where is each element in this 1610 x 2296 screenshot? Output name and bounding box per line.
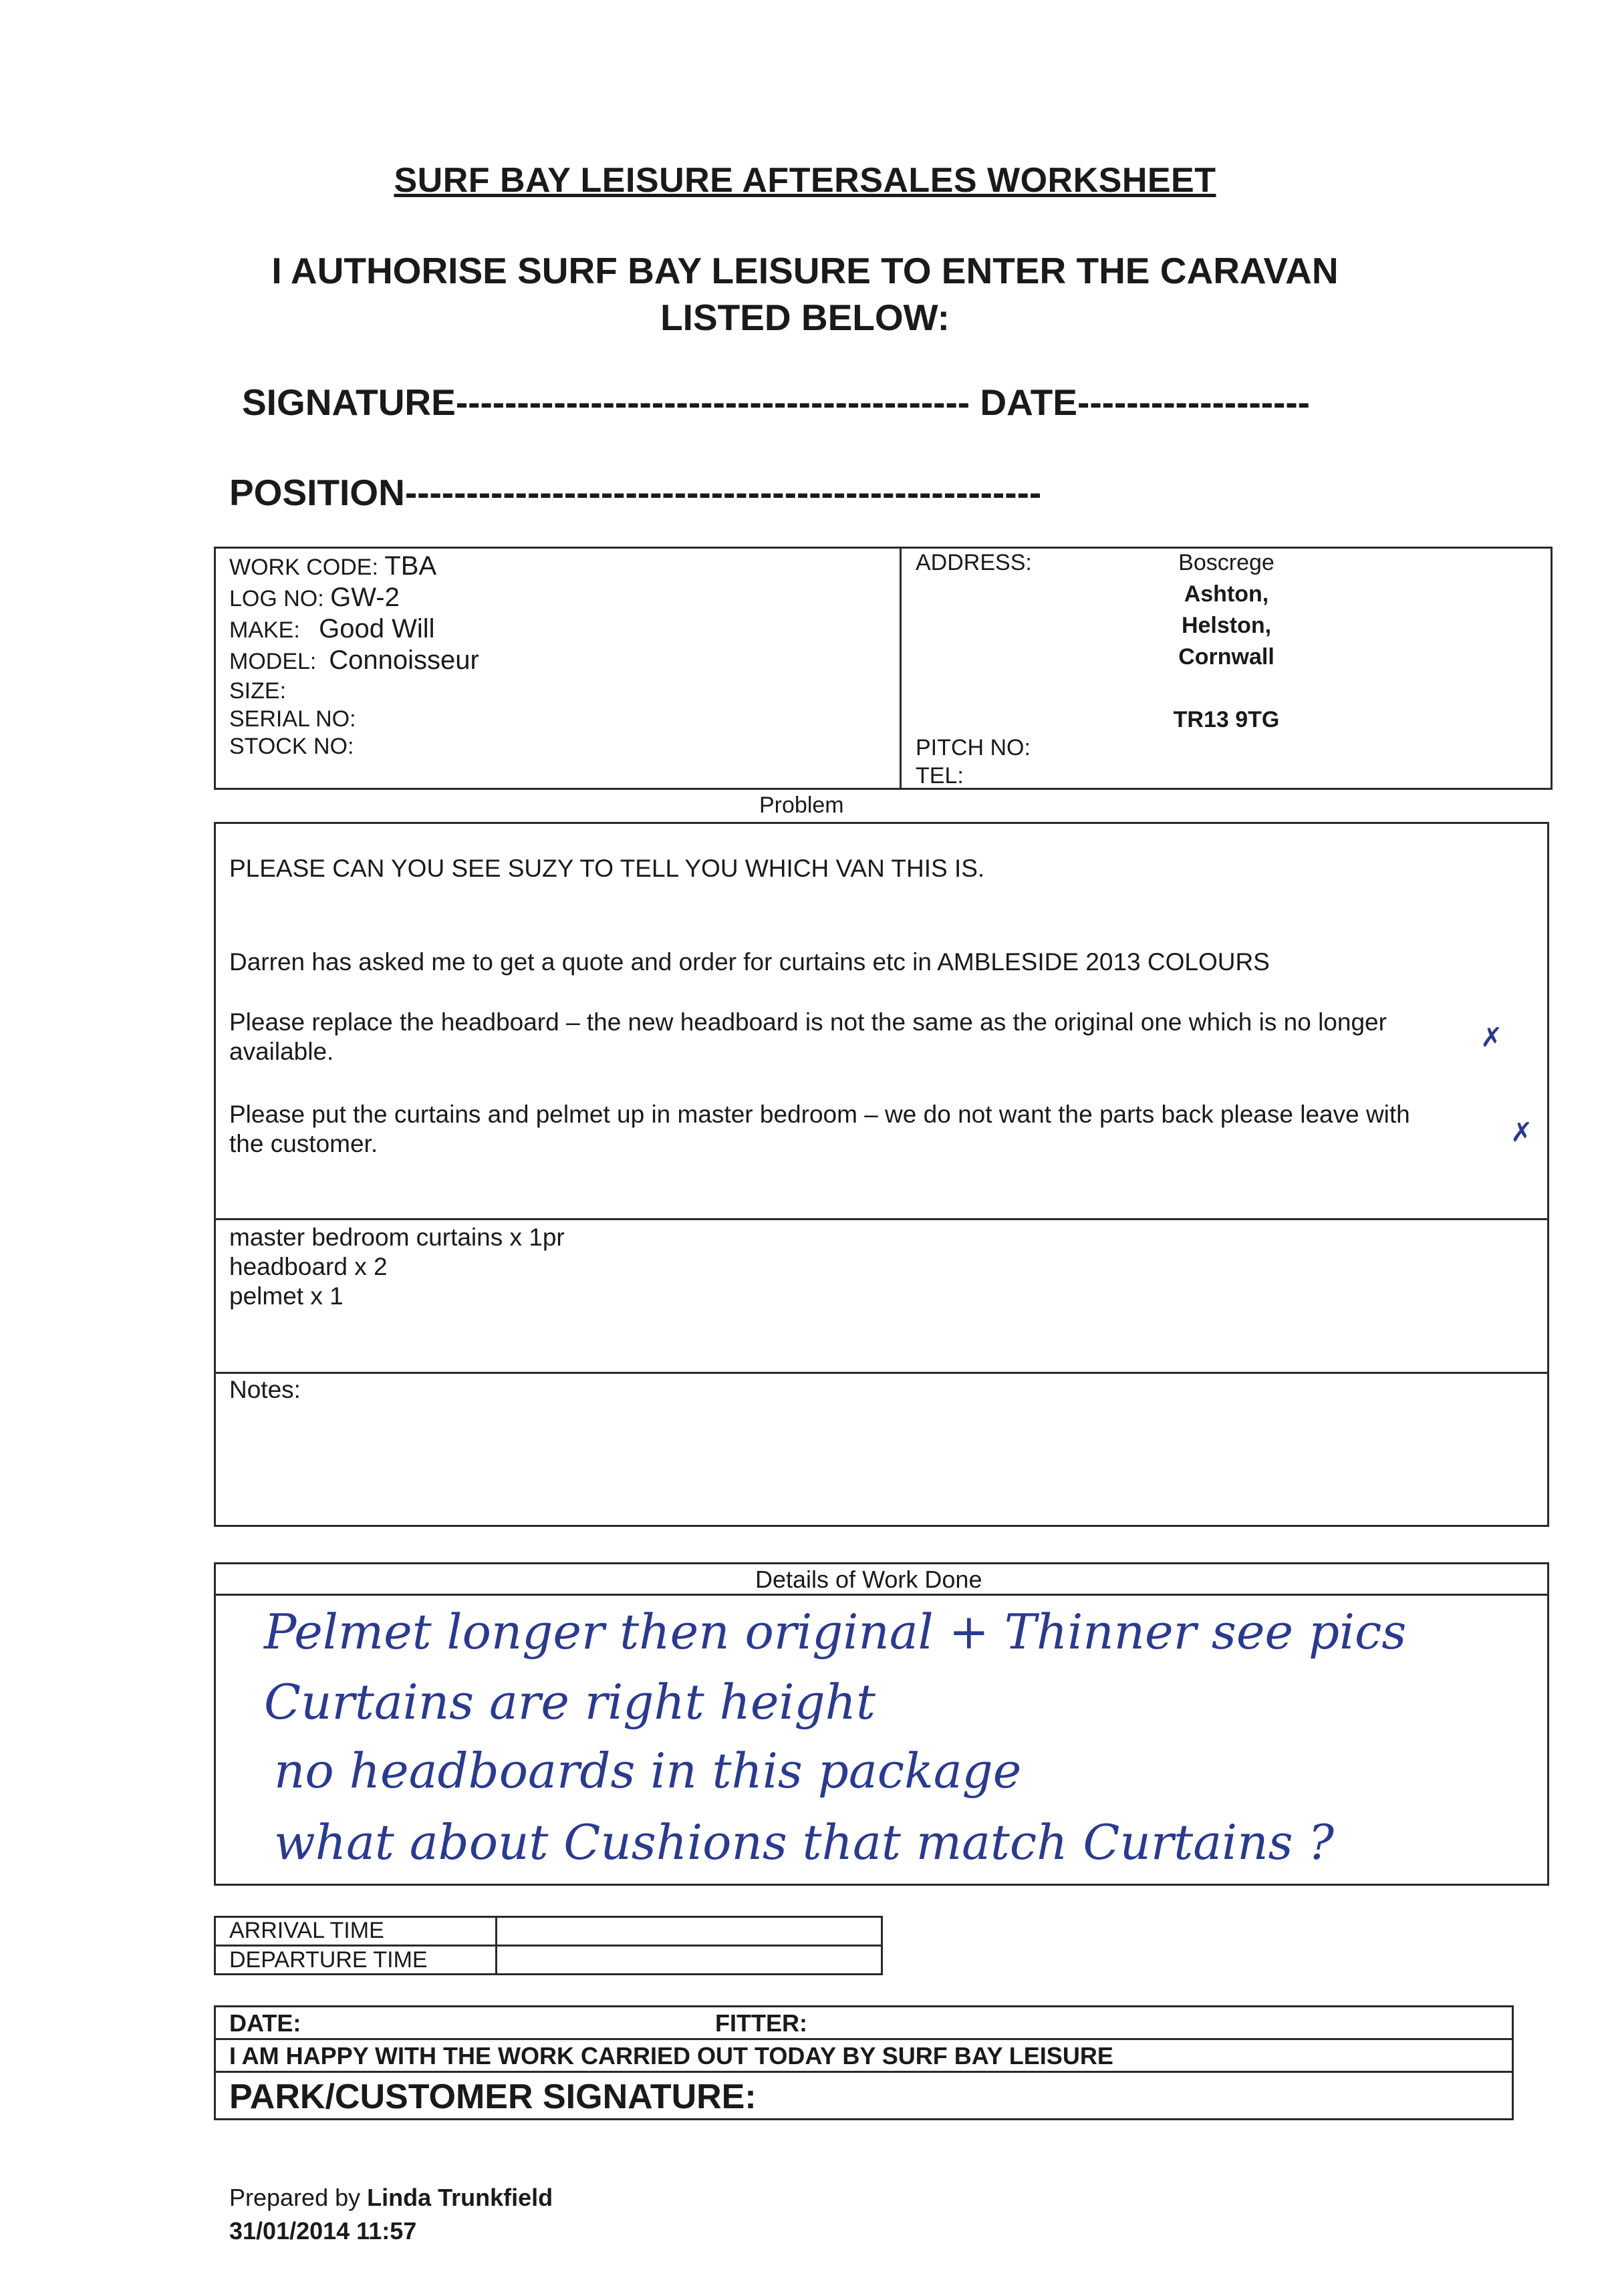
date-dashes: ------------------- xyxy=(1077,382,1310,423)
times-row-divider xyxy=(214,1945,883,1947)
arrival-time-label: ARRIVAL TIME xyxy=(229,1918,384,1943)
serial-no-label: SERIAL NO: xyxy=(229,706,356,732)
signoff-row-divider-2 xyxy=(214,2071,1514,2073)
prepared-by xyxy=(229,2184,553,2212)
signature-dashes: ------------------------------------------ xyxy=(455,382,970,423)
details-divider xyxy=(900,547,902,790)
parts-item-3: pelmet x 1 xyxy=(229,1282,344,1310)
address-label: ADDRESS: xyxy=(916,550,1032,575)
work-code-value: TBA xyxy=(384,551,437,581)
prepared-timestamp: 31/01/2014 11:57 xyxy=(229,2217,417,2245)
handwritten-note-line-3: no headboards in this package xyxy=(274,1743,1022,1799)
problem-line-4a: Please put the curtains and pelmet up in master bedroom – we do not want the parts back please leave with xyxy=(229,1101,1410,1128)
make-value: Good Will xyxy=(319,614,435,643)
position-dashes: ---------------------------------------------------- xyxy=(404,472,1042,513)
tel-label: TEL: xyxy=(916,763,964,788)
problem-line-3a: Please replace the headboard – the new headboard is not the same as the original one which is no longer xyxy=(229,1008,1387,1036)
prepared-by-label: Prepared by xyxy=(229,2184,361,2211)
times-column-divider xyxy=(495,1916,497,1975)
make-label: MAKE: xyxy=(229,617,300,643)
date-label: DATE xyxy=(980,382,1077,423)
model-row xyxy=(229,645,479,676)
problem-line-4b: the customer. xyxy=(229,1130,378,1157)
position-line xyxy=(229,471,1041,514)
address-line-1: Boscrege xyxy=(1178,550,1274,575)
notes-label: Notes: xyxy=(229,1376,301,1403)
size-label: SIZE: xyxy=(229,678,287,704)
postcode: TR13 9TG xyxy=(1173,707,1280,732)
pitch-no-label: PITCH NO: xyxy=(916,735,1031,760)
problem-line-3b: available. xyxy=(229,1038,334,1065)
customer-signature-label: PARK/CUSTOMER SIGNATURE: xyxy=(229,2077,757,2116)
handwritten-cross-mark: ✗ xyxy=(1480,1022,1503,1053)
address-line-4: Cornwall xyxy=(1178,644,1274,670)
authorisation-line-2: LISTED BELOW: xyxy=(660,297,950,338)
authorisation-line-1: I AUTHORISE SURF BAY LEISURE TO ENTER THE CARAVAN xyxy=(271,250,1339,291)
departure-time-label: DEPARTURE TIME xyxy=(229,1947,428,1973)
work-done-heading: Details of Work Done xyxy=(755,1566,982,1593)
handwritten-note-line-4: what about Cushions that match Curtains ? xyxy=(274,1814,1335,1870)
stock-no-label: STOCK NO: xyxy=(229,734,354,759)
signature-label: SIGNATURE xyxy=(242,382,456,423)
fitter-label: FITTER: xyxy=(715,2009,807,2037)
handwritten-note-line-2: Curtains are right height xyxy=(264,1674,876,1730)
log-no-value: GW-2 xyxy=(330,583,400,612)
problem-line-2: Darren has asked me to get a quote and order for curtains etc in AMBLESIDE 2013 COLOURS xyxy=(229,948,1270,976)
handwritten-cross-mark: ✗ xyxy=(1510,1117,1533,1148)
position-label: POSITION xyxy=(229,472,405,513)
signature-line xyxy=(242,381,1310,424)
signoff-row-divider-1 xyxy=(214,2038,1514,2040)
handwritten-note-line-1: Pelmet longer then original + Thinner see pics xyxy=(264,1604,1407,1660)
problem-box xyxy=(214,822,1549,1527)
problem-line-1: PLEASE CAN YOU SEE SUZY TO TELL YOU WHICH VAN THIS IS. xyxy=(229,855,985,882)
prepared-by-name: Linda Trunkfield xyxy=(367,2184,553,2211)
problem-heading: Problem xyxy=(759,793,844,818)
customer-approval-statement: I AM HAPPY WITH THE WORK CARRIED OUT TODAY BY SURF BAY LEISURE xyxy=(229,2042,1113,2069)
address-line-2: Ashton, xyxy=(1184,581,1269,607)
problem-parts-divider xyxy=(214,1218,1549,1220)
work-code-row xyxy=(229,551,436,581)
model-label: MODEL: xyxy=(229,649,317,674)
parts-item-1: master bedroom curtains x 1pr xyxy=(229,1224,565,1251)
signoff-date-label: DATE: xyxy=(229,2009,301,2037)
work-done-header-divider xyxy=(214,1594,1549,1596)
parts-item-2: headboard x 2 xyxy=(229,1253,388,1280)
log-no-row xyxy=(229,583,400,613)
log-no-label: LOG NO: xyxy=(229,586,324,611)
authorisation-statement xyxy=(0,247,1610,341)
document-title: SURF BAY LEISURE AFTERSALES WORKSHEET xyxy=(394,161,1216,200)
work-code-label: WORK CODE: xyxy=(229,555,378,580)
address-line-3: Helston, xyxy=(1181,613,1272,638)
model-value: Connoisseur xyxy=(329,645,479,675)
parts-notes-divider xyxy=(214,1372,1549,1374)
make-row xyxy=(229,614,435,644)
